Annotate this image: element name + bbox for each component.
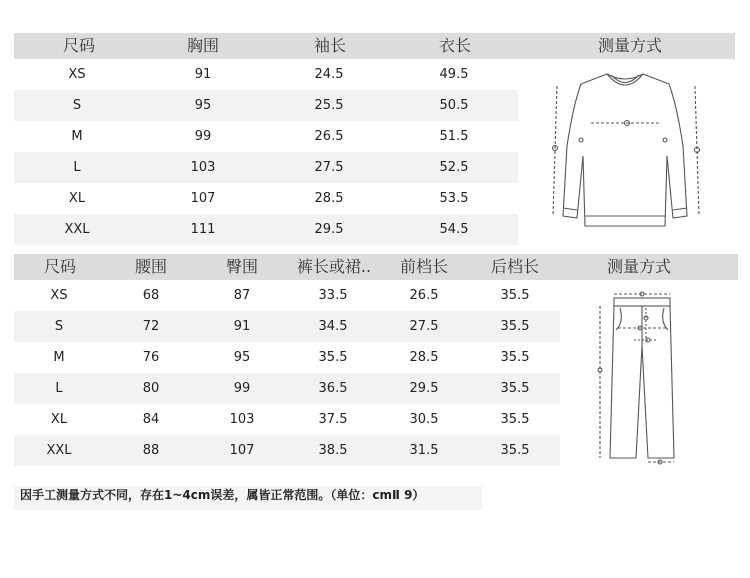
header-front-rise: 前档长 [399,257,449,276]
cell-size: S [54,319,64,334]
header-hip: 臀围 [225,257,259,276]
table-row [14,214,518,245]
cell-size: S [72,98,82,113]
table-row [14,404,560,435]
cell-back-rise: 35.5 [500,319,530,334]
cell-waist: 68 [142,288,160,303]
table-row [14,183,518,214]
cell-sleeve: 25.5 [314,98,344,113]
top-table-header [14,33,735,59]
cell-hip: 107 [229,443,255,458]
table-row [14,373,560,404]
cell-pants-length: 35.5 [318,350,348,365]
header-sleeve: 袖长 [313,36,347,55]
cell-chest: 107 [190,191,216,206]
cell-hip: 99 [233,381,251,396]
cell-chest: 103 [190,160,216,175]
cell-back-rise: 35.5 [500,412,530,427]
table-row [14,152,518,183]
cell-sleeve: 28.5 [314,191,344,206]
table-row [14,342,560,373]
cell-size: XXL [64,222,90,237]
cell-front-rise: 26.5 [409,288,439,303]
cell-waist: 72 [142,319,160,334]
cell-length: 49.5 [439,67,469,82]
cell-pants-length: 36.5 [318,381,348,396]
cell-back-rise: 35.5 [500,381,530,396]
cell-front-rise: 28.5 [409,350,439,365]
header-measure-method: 测量方式 [597,36,663,55]
cell-length: 51.5 [439,129,469,144]
header-length: 衣长 [438,36,472,55]
header-pants-length: 裤长或裙.. [296,257,372,276]
cell-front-rise: 30.5 [409,412,439,427]
cell-waist: 84 [142,412,160,427]
table-row [14,435,560,466]
table-row [14,121,518,152]
cell-hip: 103 [229,412,255,427]
cell-back-rise: 35.5 [500,350,530,365]
cell-length: 54.5 [439,222,469,237]
cell-waist: 88 [142,443,160,458]
header-back-rise: 后档长 [490,257,540,276]
header-size: 尺码 [43,257,77,276]
header-size: 尺码 [62,36,96,55]
cell-size: XXL [46,443,72,458]
cell-front-rise: 31.5 [409,443,439,458]
cell-chest: 95 [194,98,212,113]
cell-size: L [55,381,63,396]
cell-pants-length: 38.5 [318,443,348,458]
cell-waist: 80 [142,381,160,396]
table-row [14,59,518,90]
sweater-measurement-icon [545,66,705,236]
header-measure-method: 测量方式 [606,257,672,276]
cell-front-rise: 27.5 [409,319,439,334]
table-row [14,90,518,121]
cell-back-rise: 35.5 [500,443,530,458]
cell-size: XL [68,191,86,206]
header-chest: 胸围 [186,36,220,55]
pants-measurement-icon [590,290,690,466]
cell-hip: 91 [233,319,251,334]
cell-length: 50.5 [439,98,469,113]
cell-pants-length: 37.5 [318,412,348,427]
cell-sleeve: 24.5 [314,67,344,82]
cell-sleeve: 26.5 [314,129,344,144]
cell-sleeve: 29.5 [314,222,344,237]
cell-pants-length: 33.5 [318,288,348,303]
table-row [14,311,560,342]
bottom-table-header [14,254,738,280]
cell-front-rise: 29.5 [409,381,439,396]
note-text: 因手工测量方式不同，存在1~4cm误差，属皆正常范围。（单位：cmⅡ 9） [20,488,425,502]
cell-size: L [73,160,81,175]
cell-chest: 99 [194,129,212,144]
cell-hip: 95 [233,350,251,365]
header-waist: 腰围 [134,257,168,276]
cell-length: 52.5 [439,160,469,175]
cell-back-rise: 35.5 [500,288,530,303]
cell-size: XS [50,288,68,303]
cell-chest: 111 [190,222,216,237]
cell-sleeve: 27.5 [314,160,344,175]
cell-pants-length: 34.5 [318,319,348,334]
cell-length: 53.5 [439,191,469,206]
cell-size: M [53,350,65,365]
cell-size: XS [68,67,86,82]
table-row [14,280,560,311]
cell-size: XL [50,412,68,427]
cell-chest: 91 [194,67,212,82]
measurement-note [14,486,482,510]
cell-hip: 87 [233,288,251,303]
cell-waist: 76 [142,350,160,365]
cell-size: M [71,129,83,144]
